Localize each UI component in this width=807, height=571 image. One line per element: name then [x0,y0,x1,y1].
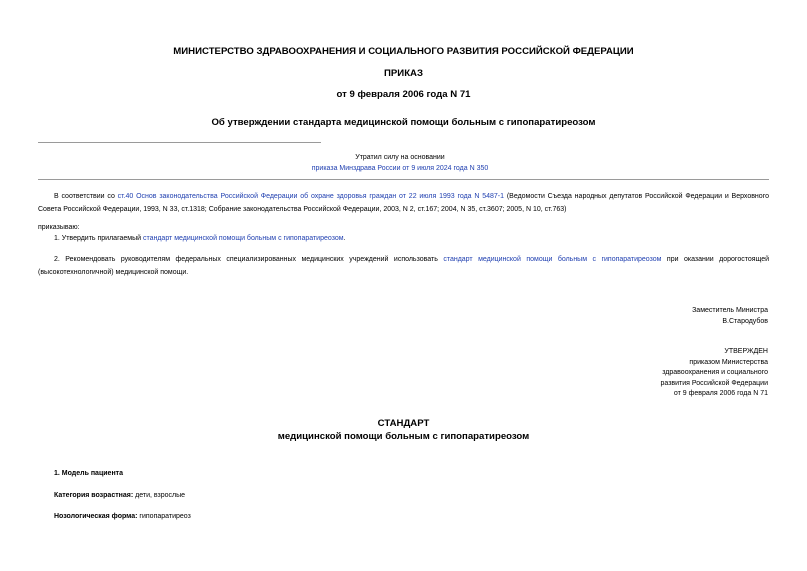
preamble-law-link[interactable]: ст.40 Основ законодательства Российской Федерации об охране здоровья граждан от 22 июля 1993 года N 5487-1 [117,193,505,200]
item-1-text-start: 1. Утвердить прилагаемый [54,235,143,242]
nosological-form-label: Нозологическая форма: [54,513,138,520]
status-link[interactable]: приказа Минздрава России от 9 июля 2024 года N 350 [311,165,489,172]
item-2-text-end: при оказании дорогостоящей (высокотехнологичной) медицинской помощи. [38,256,770,276]
status-text: Утратил силу на основании [355,154,445,161]
age-category [54,492,185,499]
age-category-label: Категория возрастная: [54,492,134,499]
nosological-form-value: гипопаратиреоз [137,513,191,520]
divider-bottom [38,179,769,180]
preamble-paragraph [38,191,769,216]
item-2 [38,254,769,279]
nosological-form [54,513,191,520]
standard-subtitle: медицинской помощи больным с гипопаратиреозом [277,431,530,442]
order-word: приказываю: [38,224,80,231]
approval-line-4: от 9 февраля 2006 года N 71 [673,390,768,397]
document-title: Об утверждении стандарта медицинской помощи больным с гипопаратиреозом [211,117,596,128]
signature-name: В.Стародубов [722,318,768,325]
item-2-standard-link[interactable]: стандарт медицинской помощи больным с гипопаратиреозом [443,256,662,263]
approval-line-3: развития Российской Федерации [660,380,768,387]
patient-model-heading: 1. Модель пациента [54,470,123,477]
standard-title: СТАНДАРТ [377,418,430,429]
item-1-standard-link[interactable]: стандарт медицинской помощи больным с гипопаратиреозом [142,235,344,242]
item-2-text-start: 2. Рекомендовать руководителям федеральных специализированных медицинских учреждений использовать [54,256,444,263]
approval-heading: УТВЕРЖДЕН [724,348,768,355]
approval-line-2: здравоохранения и социального [662,369,768,376]
ministry-heading: МИНИСТЕРСТВО ЗДРАВООХРАНЕНИЯ И СОЦИАЛЬНОГО РАЗВИТИЯ РОССИЙСКОЙ ФЕДЕРАЦИИ [173,46,634,57]
item-1-text-end: . [343,235,346,242]
preamble-text-start: В соответствии со [54,193,118,200]
preamble-text-end: (Ведомости Съезда народных депутатов Российской Федерации и Верховного Совета Российской Федерации, 1993, N 33, ст.1318; Собрание законодательства Российской Федерации, 2003, N 2, ст.167; 2004, N 35, ст.3607; 2005, N 10, ст.763) [38,193,769,213]
age-category-value: дети, взрослые [133,492,186,499]
approval-line-1: приказом Министерства [689,359,768,366]
document-type: ПРИКАЗ [384,68,423,79]
document-date-number: от 9 февраля 2006 года N 71 [336,89,471,100]
item-1 [54,233,345,246]
divider-top [38,142,321,143]
signature-position: Заместитель Министра [692,307,768,314]
